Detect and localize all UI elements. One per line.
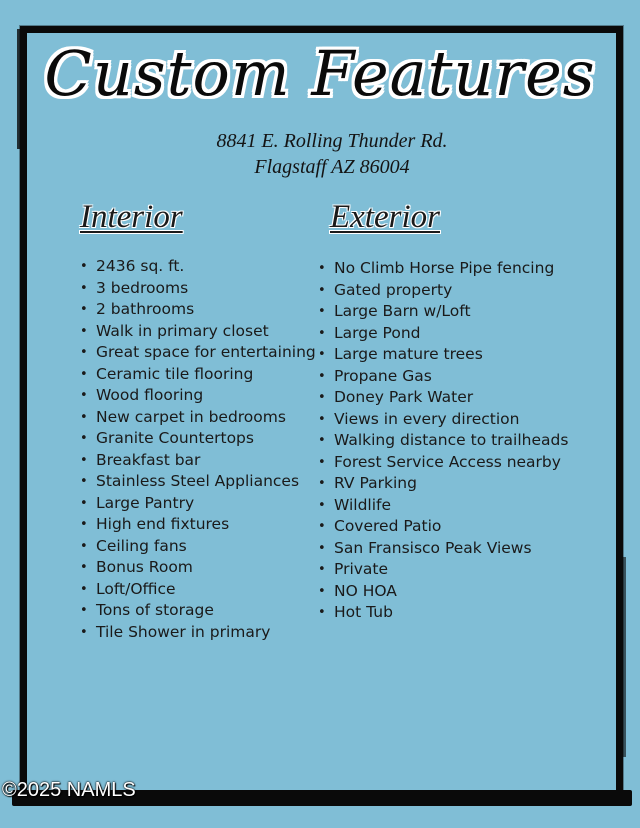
list-item: • Large Pond bbox=[318, 323, 568, 345]
list-item: • Doney Park Water bbox=[318, 387, 568, 409]
list-item: • Walk in primary closet bbox=[80, 321, 316, 343]
list-item: • Forest Service Access nearby bbox=[318, 452, 568, 474]
list-item: • Ceramic tile flooring bbox=[80, 364, 316, 386]
list-item: • Walking distance to trailheads bbox=[318, 430, 568, 452]
list-item: • High end fixtures bbox=[80, 514, 316, 536]
list-item: • Breakfast bar bbox=[80, 450, 316, 472]
page-title: Custom Features bbox=[44, 37, 596, 110]
copyright-watermark: ©2025 NAMLS bbox=[2, 779, 136, 801]
list-item: • 2436 sq. ft. bbox=[80, 256, 316, 278]
list-item: • Stainless Steel Appliances bbox=[80, 471, 316, 493]
list-item: • Gated property bbox=[318, 280, 568, 302]
list-item: • Granite Countertops bbox=[80, 428, 316, 450]
list-item: • 3 bedrooms bbox=[80, 278, 316, 300]
list-item: • San Fransisco Peak Views bbox=[318, 538, 568, 560]
list-item: • Bonus Room bbox=[80, 557, 316, 579]
list-item: • Large mature trees bbox=[318, 344, 568, 366]
list-item: • Private bbox=[318, 559, 568, 581]
list-item: • Large Barn w/Loft bbox=[318, 301, 568, 323]
exterior-feature-list bbox=[318, 258, 568, 624]
list-item: • New carpet in bedrooms bbox=[80, 407, 316, 429]
list-item: • Covered Patio bbox=[318, 516, 568, 538]
address-line-city: Flagstaff AZ 86004 bbox=[254, 156, 410, 178]
list-item: • Loft/Office bbox=[80, 579, 316, 601]
list-item: • NO HOA bbox=[318, 581, 568, 603]
address-line-street: 8841 E. Rolling Thunder Rd. bbox=[216, 130, 448, 152]
list-item: • Large Pantry bbox=[80, 493, 316, 515]
list-item: • Tons of storage bbox=[80, 600, 316, 622]
exterior-heading: Exterior bbox=[330, 199, 440, 235]
list-item: • Views in every direction bbox=[318, 409, 568, 431]
list-item: • Wood flooring bbox=[80, 385, 316, 407]
list-item: • Great space for entertaining bbox=[80, 342, 316, 364]
property-address bbox=[0, 128, 640, 180]
interior-feature-list bbox=[80, 256, 316, 643]
interior-heading: Interior bbox=[80, 199, 183, 235]
list-item: • No Climb Horse Pipe fencing bbox=[318, 258, 568, 280]
list-item: • Ceiling fans bbox=[80, 536, 316, 558]
list-item: • Wildlife bbox=[318, 495, 568, 517]
list-item: • Propane Gas bbox=[318, 366, 568, 388]
list-item: • Hot Tub bbox=[318, 602, 568, 624]
list-item: • 2 bathrooms bbox=[80, 299, 316, 321]
list-item: • RV Parking bbox=[318, 473, 568, 495]
list-item: • Tile Shower in primary bbox=[80, 622, 316, 644]
